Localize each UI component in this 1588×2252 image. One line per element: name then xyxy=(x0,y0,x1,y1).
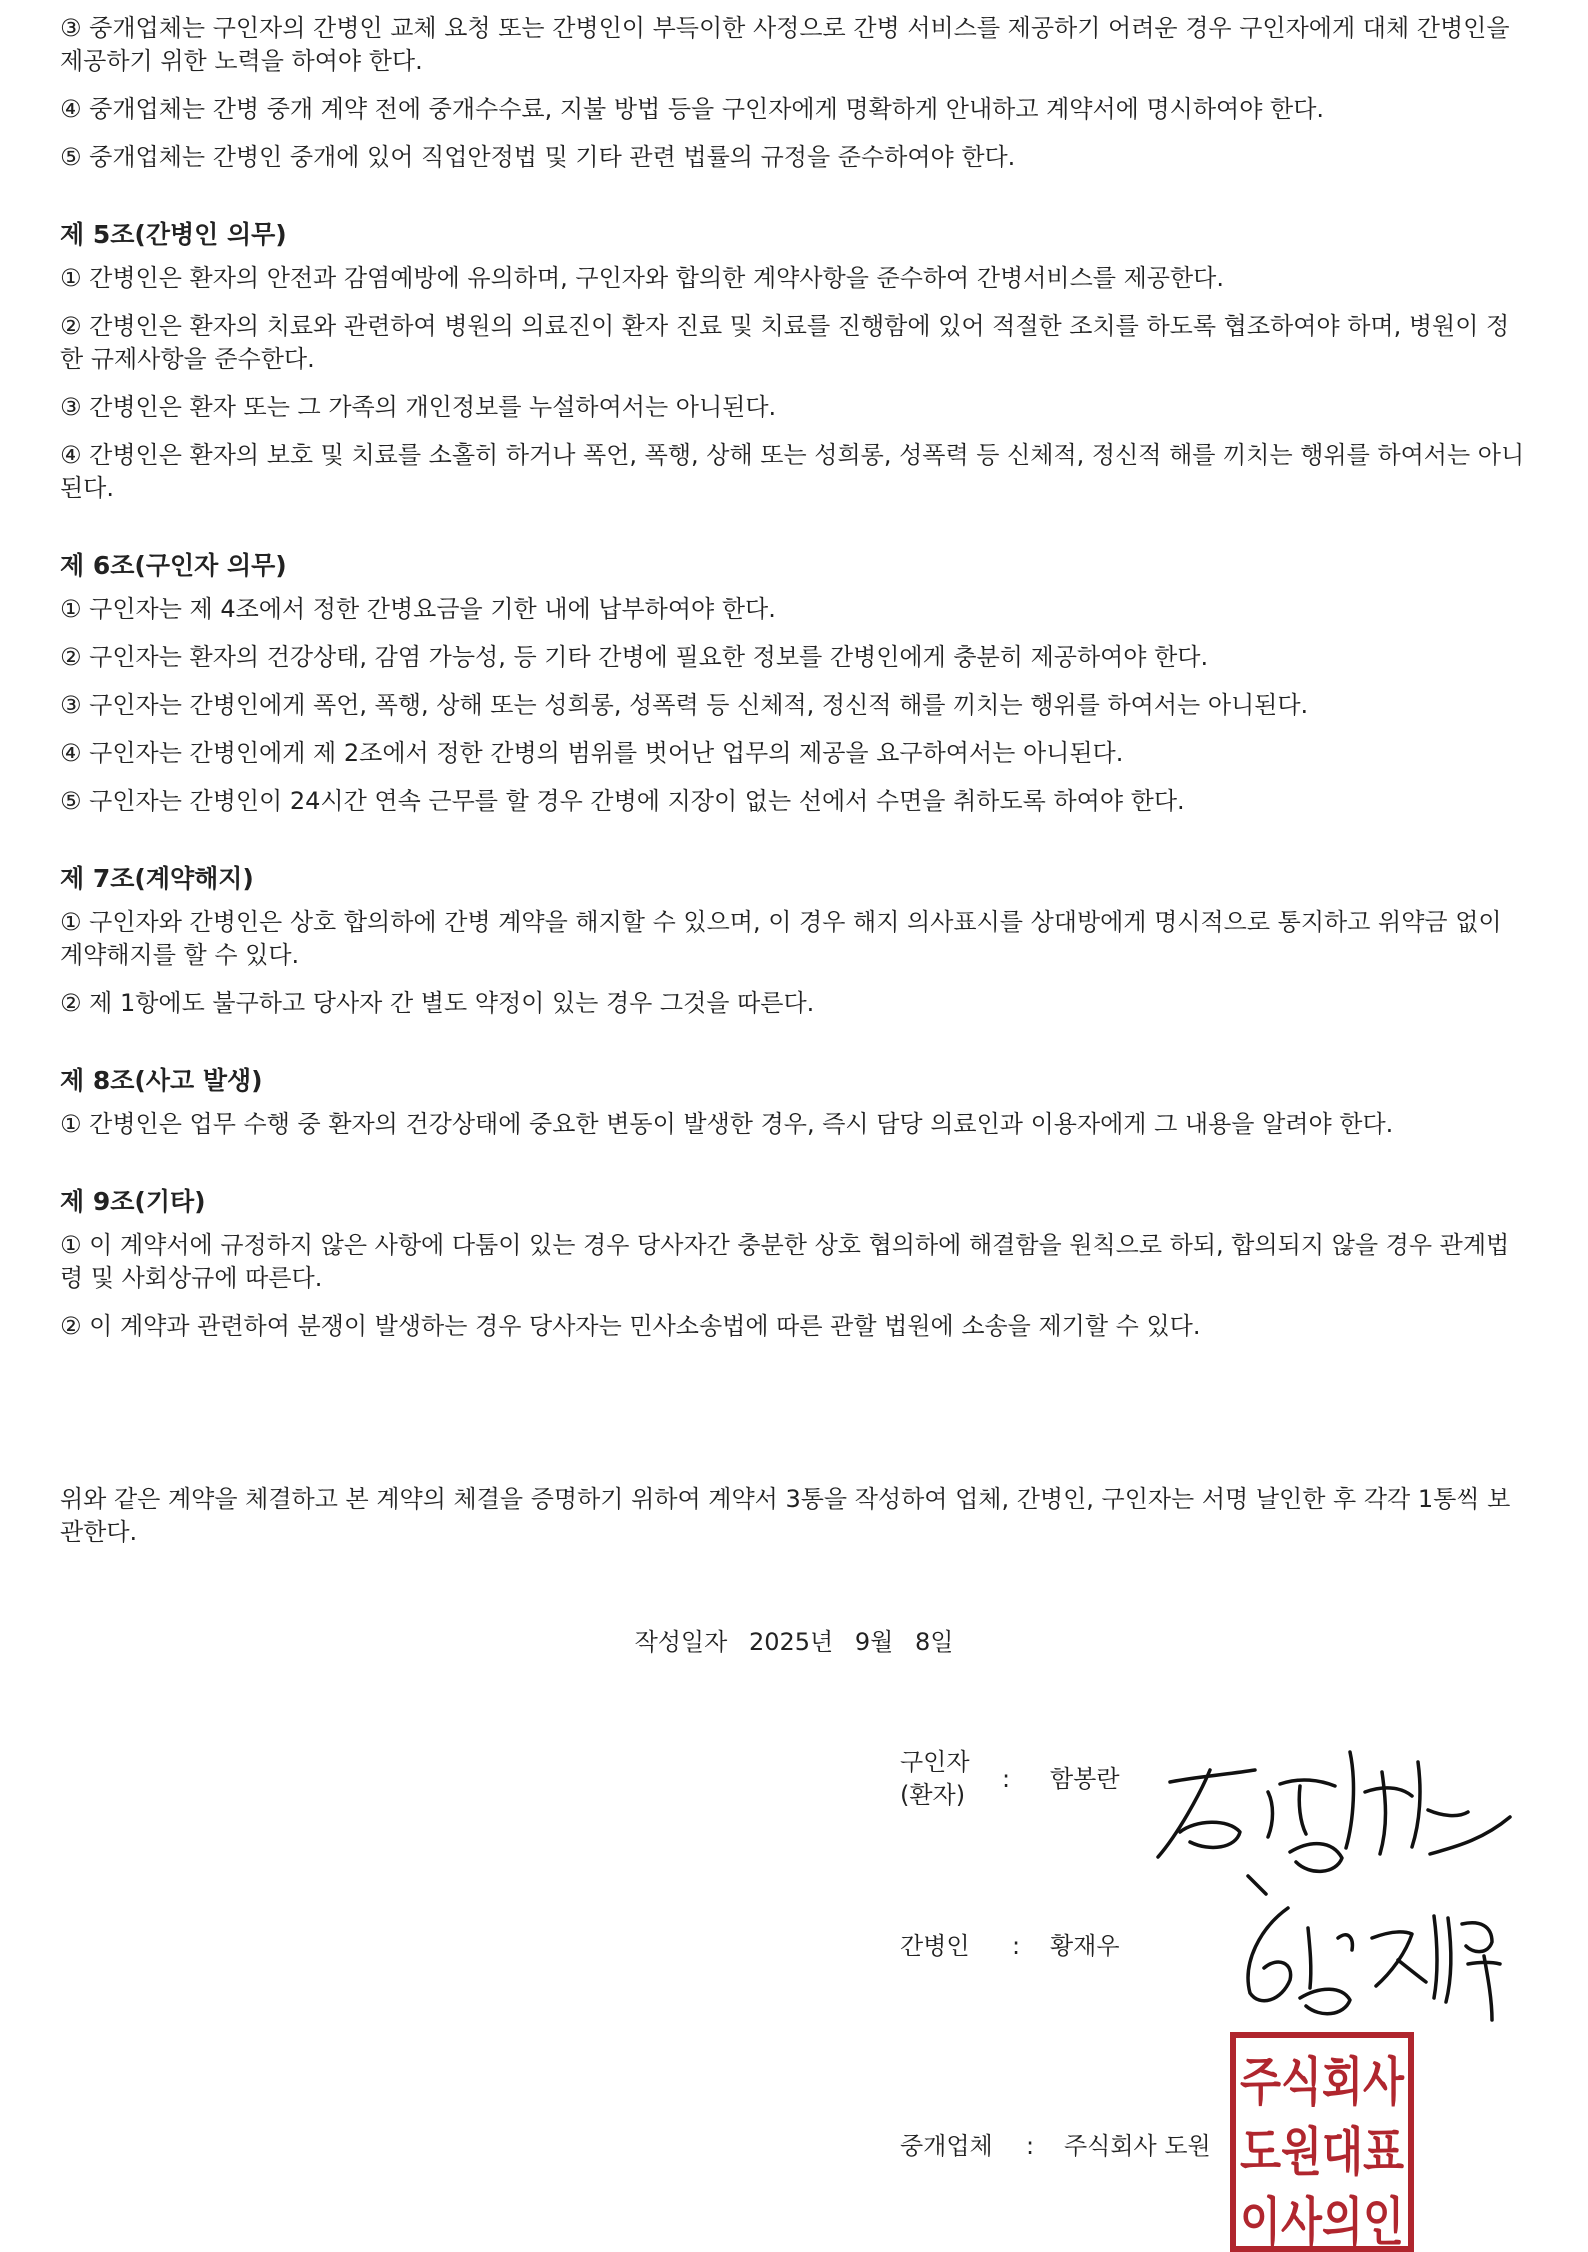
intro-item-5: ⑤ 중개업체는 간병인 중개에 있어 직업안정법 및 기타 관련 법률의 규정을 준수하여야 한다. xyxy=(60,143,1016,171)
article-6-item-2: ② 구인자는 환자의 건강상태, 감염 가능성, 등 기타 간병에 필요한 정보를 간병인에게 충분히 제공하여야 한다. xyxy=(60,643,1209,671)
date-year: 2025년 xyxy=(748,1628,834,1656)
date-label: 작성일자 xyxy=(634,1628,728,1656)
article-5-item-4: ④ 간병인은 환자의 보호 및 치료를 소홀히 하거나 폭언, 폭행, 상해 또는 성희롱, 성폭력 등 신체적, 정신적 해를 끼치는 행위를 하여서는 아니된다. xyxy=(60,441,1525,502)
client-colon: : xyxy=(1002,1765,1011,1793)
article-8-title: 제 8조(사고 발생) xyxy=(60,1066,263,1095)
article-5-item-2: ② 간병인은 환자의 치료와 관련하여 병원의 의료진이 환자 진료 및 치료를 진행함에 있어 적절한 조치를 하도록 협조하여야 하며, 병원이 정한 규제사항을 준수한다. xyxy=(60,312,1510,373)
article-5-item-3: ③ 간병인은 환자 또는 그 가족의 개인정보를 누설하여서는 아니된다. xyxy=(60,393,777,421)
date-month: 9월 xyxy=(854,1628,894,1656)
article-6-item-4: ④ 구인자는 간병인에게 제 2조에서 정한 간병의 범위를 벗어난 업무의 제공을 요구하여서는 아니된다. xyxy=(60,739,1124,767)
article-7-title: 제 7조(계약해지) xyxy=(60,864,254,893)
article-7 xyxy=(60,862,1532,1020)
article-4-continued xyxy=(60,12,1532,174)
article-6-item-3: ③ 구인자는 간병인에게 폭언, 폭행, 상해 또는 성희롱, 성폭력 등 신체적, 정신적 해를 끼치는 행위를 하여서는 아니된다. xyxy=(60,691,1309,719)
client-label-line-1: 구인자 xyxy=(900,1748,970,1776)
agency-label: 중개업체 xyxy=(900,2132,993,2160)
company-seal-stamp xyxy=(1230,2032,1414,2252)
agency-colon: : xyxy=(1026,2132,1035,2160)
client-name: 함봉란 xyxy=(1050,1765,1120,1793)
article-5-item-1: ① 간병인은 환자의 안전과 감염예방에 유의하며, 구인자와 합의한 계약사항을 준수하여 간병서비스를 제공한다. xyxy=(60,264,1224,292)
article-6-item-1: ① 구인자는 제 4조에서 정한 간병요금을 기한 내에 납부하여야 한다. xyxy=(60,595,776,623)
seal-line-2: 도원대표 xyxy=(1240,2123,1404,2183)
client-signature xyxy=(1150,1722,1520,1882)
intro-item-3: ③ 중개업체는 구인자의 간병인 교체 요청 또는 간병인이 부득이한 사정으로 간병 서비스를 제공하기 어려운 경우 구인자에게 대체 간병인을 제공하기 위한 노력을 하여야 한다. xyxy=(60,14,1510,75)
client-label-line-2: (환자) xyxy=(900,1781,966,1809)
article-9-item-2: ② 이 계약과 관련하여 분쟁이 발생하는 경우 당사자는 민사소송법에 따른 관할 법원에 소송을 제기할 수 있다. xyxy=(60,1312,1201,1340)
article-5 xyxy=(60,218,1532,505)
caregiver-signature xyxy=(1230,1868,1540,2028)
article-7-item-1: ① 구인자와 간병인은 상호 합의하에 간병 계약을 해지할 수 있으며, 이 경우 해지 의사표시를 상대방에게 명시적으로 통지하고 위약금 없이 계약해지를 할 수 있다. xyxy=(60,908,1502,969)
caregiver-name: 황재우 xyxy=(1050,1932,1120,1960)
article-6 xyxy=(60,549,1532,818)
article-8 xyxy=(60,1064,1532,1141)
agency-name: 주식회사 도원 xyxy=(1064,2132,1211,2160)
article-8-item-1: ① 간병인은 업무 수행 중 환자의 건강상태에 중요한 변동이 발생한 경우, 즉시 담당 의료인과 이용자에게 그 내용을 알려야 한다. xyxy=(60,1110,1394,1138)
date-day: 8일 xyxy=(914,1628,954,1656)
caregiver-colon: : xyxy=(1012,1932,1021,1960)
seal-line-1: 주식회사 xyxy=(1240,2053,1405,2113)
seal-line-3: 이사의인 xyxy=(1240,2193,1404,2252)
article-5-title: 제 5조(간병인 의무) xyxy=(60,220,287,249)
article-6-item-5: ⑤ 구인자는 간병인이 24시간 연속 근무를 할 경우 간병에 지장이 없는 선에서 수면을 취하도록 하여야 한다. xyxy=(60,787,1185,815)
client-label xyxy=(900,1746,970,1812)
article-9 xyxy=(60,1185,1532,1343)
intro-item-4: ④ 중개업체는 간병 중개 계약 전에 중개수수료, 지불 방법 등을 구인자에게 명확하게 안내하고 계약서에 명시하여야 한다. xyxy=(60,95,1325,123)
article-6-title: 제 6조(구인자 의무) xyxy=(60,551,287,580)
signing-date xyxy=(0,1622,1588,1657)
closing-statement: 위와 같은 계약을 체결하고 본 계약의 체결을 증명하기 위하여 계약서 3통을 작성하여 업체, 간병인, 구인자는 서명 날인한 후 각각 1통씩 보관한다. xyxy=(60,1485,1511,1546)
caregiver-label: 간병인 xyxy=(900,1932,970,1960)
article-9-title: 제 9조(기타) xyxy=(60,1187,206,1216)
article-7-item-2: ② 제 1항에도 불구하고 당사자 간 별도 약정이 있는 경우 그것을 따른다. xyxy=(60,989,815,1017)
contract-body xyxy=(60,12,1532,1387)
article-9-item-1: ① 이 계약서에 규정하지 않은 사항에 다툼이 있는 경우 당사자간 충분한 상호 협의하에 해결함을 원칙으로 하되, 합의되지 않을 경우 관계법령 및 사회상규에 따른다. xyxy=(60,1231,1510,1292)
